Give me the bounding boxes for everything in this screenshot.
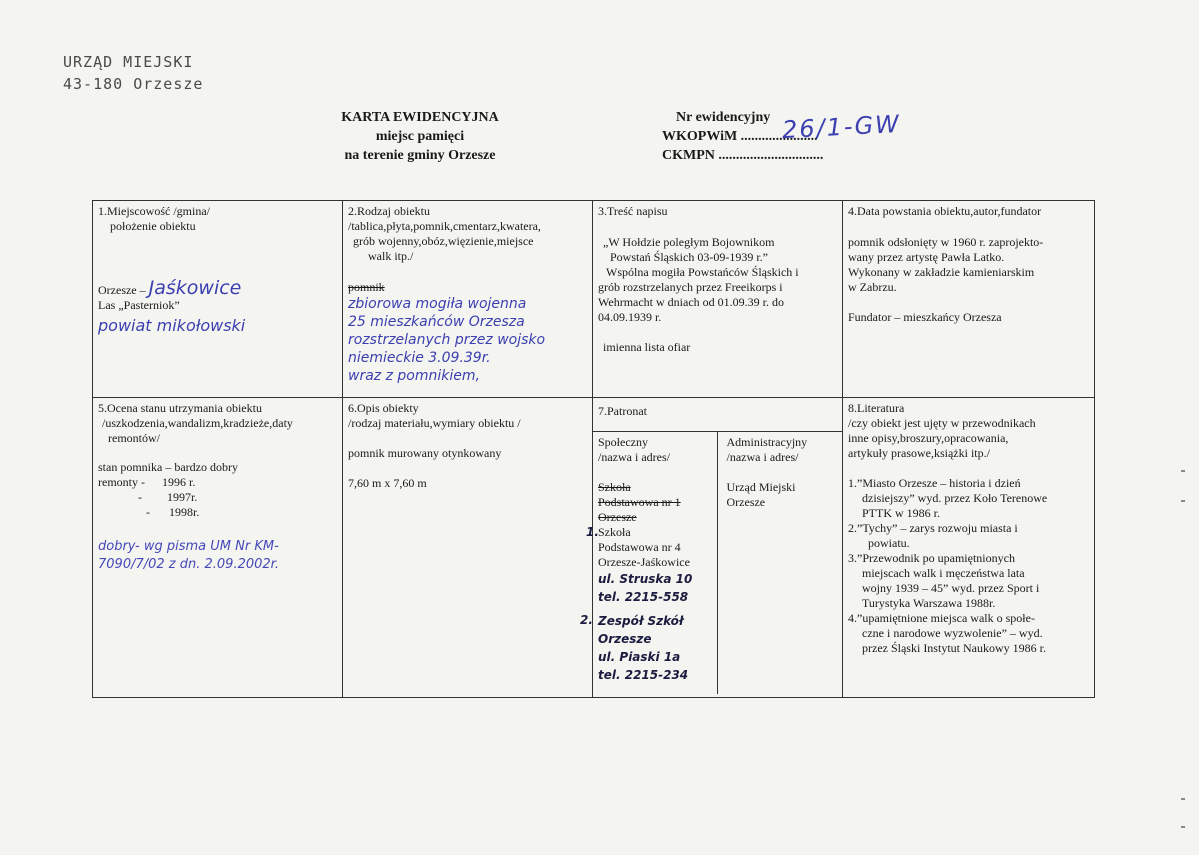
condition-text: stan pomnika – bardzo dobry [98, 460, 238, 474]
literature-line: powiatu. [868, 536, 910, 550]
cell-condition [93, 398, 343, 698]
handwritten-address: ul. Piaski 1a [598, 650, 681, 664]
stamp-line-1: URZĄD MIEJSKI [63, 53, 194, 71]
handwritten-patron: Zespół Szkół [598, 614, 684, 628]
cell-date-author [843, 201, 1095, 398]
social-label: Społeczny [598, 435, 648, 449]
literature-line: 3.”Przewodnik po upamiętnionych [848, 551, 1015, 565]
title-line-2: miejsc pamięci [375, 129, 465, 144]
document-title [300, 108, 540, 165]
place-text: Orzesze – [98, 283, 146, 297]
record-table [92, 200, 1095, 698]
repair-dash: - [138, 490, 142, 504]
margin-mark [1181, 500, 1185, 502]
cell-location [93, 201, 343, 398]
margin-mark [1181, 798, 1185, 800]
cell-header: inne opisy,broszury,opracowania, [848, 431, 1009, 445]
inscription-line: grób rozstrzelanych przez Freeikorps i [598, 280, 783, 294]
description-line: 7,60 m x 7,60 m [348, 476, 427, 490]
handwritten-note: zbiorowa mogiła wojenna [348, 296, 527, 312]
struck-value: pomnik [348, 280, 385, 294]
description-line: pomnik murowany otynkowany [348, 446, 502, 460]
handwritten-registry-number: 26/1-GW [781, 109, 902, 145]
repair-dash: - [146, 505, 150, 519]
cell-header: grób wojenny,obóz,więzienie,miejsce [353, 234, 534, 248]
struck-patron: Szkoła [598, 480, 631, 494]
margin-mark [1181, 826, 1185, 828]
handwritten-number: 2. [580, 613, 593, 627]
literature-line: 1.”Miasto Orzesze – historia i dzień [848, 476, 1021, 490]
handwritten-county: powiat mikołowski [98, 316, 246, 335]
cell-patronage [580, 398, 843, 698]
cell-header: 5.Ocena stanu utrzymania obiektu [98, 401, 262, 415]
struck-patron: Orzesze [598, 510, 637, 524]
admin-sub: /nazwa i adres/ [726, 450, 799, 464]
cell-inscription [593, 201, 843, 398]
cell-literature [843, 398, 1095, 698]
cell-description [343, 398, 593, 698]
cell-header: 2.Rodzaj obiektu [348, 204, 430, 218]
office-stamp [63, 51, 203, 95]
info-line: wany przez artystę Pawła Latko. [848, 250, 1005, 264]
repair-year: 1998r. [169, 505, 200, 519]
cell-header: 7.Patronat [598, 404, 647, 418]
inscription-line: 04.09.1939 r. [598, 310, 662, 324]
ckmpn-label: CKMPN .............................. [662, 148, 824, 163]
patron-line: Orzesze-Jaśkowice [598, 555, 690, 569]
stamp-line-2: 43-180 Orzesze [63, 75, 204, 93]
cell-header: 4.Data powstania obiektu,autor,fundator [848, 204, 1042, 218]
inscription-line: „W Hołdzie poległym Bojownikom [603, 235, 775, 249]
handwritten-note: rozstrzelanych przez wojsko [348, 332, 546, 348]
info-line: Fundator – mieszkańcy Orzesza [848, 310, 1002, 324]
handwritten-place: Jaśkowice [148, 277, 242, 299]
cell-header: 1.Miejscowość /gmina/ [98, 204, 210, 218]
cell-header: artykuły prasowe,książki itp./ [848, 446, 990, 460]
info-line: pomnik odsłonięty w 1960 r. zaprojekto- [848, 235, 1044, 249]
patron-line: Podstawowa nr 4 [598, 540, 681, 554]
title-line-3: na terenie gminy Orzesze [344, 148, 496, 163]
patron-line: Szkoła [598, 525, 631, 539]
admin-line: Urząd Miejski [726, 480, 796, 494]
info-line: w Zabrzu. [848, 280, 897, 294]
repairs-label: remonty - [98, 475, 145, 489]
literature-line: 2.”Tychy” – zarys rozwoju miasta i [848, 521, 1018, 535]
cell-object-type [343, 201, 593, 398]
inscription-line: Wspólna mogiła Powstańców Śląskich i [606, 265, 799, 279]
literature-line: dzisiejszy” wyd. przez Koło Terenowe [862, 491, 1048, 505]
margin-mark [1181, 470, 1185, 472]
literature-line: 4.”upamiętnione miejsca walk o społe- [848, 611, 1035, 625]
cell-header: położenie obiektu [110, 219, 196, 233]
cell-header: /uszkodzenia,wandalizm,kradzieże,daty [102, 416, 293, 430]
struck-patron: Podstawowa nr 1 [598, 495, 681, 509]
handwritten-note: niemieckie 3.09.39r. [348, 350, 491, 366]
wkop-label: WKOPWiM ...................... [662, 129, 818, 144]
literature-line: miejscach walk i męczeństwa lata [862, 566, 1025, 580]
admin-label: Administracyjny [726, 435, 808, 449]
literature-line: PTTK w 1986 r. [862, 506, 940, 520]
literature-line: czne i narodowe wyzwolenie” – wyd. [862, 626, 1043, 640]
literature-line: Turystyka Warszawa 1988r. [862, 596, 996, 610]
repair-year: 1996 r. [162, 475, 196, 489]
cell-header: 6.Opis obiekty [348, 401, 419, 415]
cell-header: /czy obiekt jest ujęty w przewodnikach [848, 416, 1036, 430]
handwritten-note: dobry- wg pisma UM Nr KM- [98, 539, 279, 554]
cell-header: walk itp./ [368, 249, 414, 263]
handwritten-note: 25 mieszkańców Orzesza [348, 314, 525, 330]
cell-header: 3.Treść napisu [598, 204, 668, 218]
handwritten-phone: tel. 2215-234 [598, 668, 689, 682]
inscription-line: imienna lista ofiar [603, 340, 691, 354]
social-column [580, 432, 717, 695]
admin-column [717, 432, 842, 695]
handwritten-note: wraz z pomnikiem, [348, 368, 480, 384]
cell-header: /rodzaj materiału,wymiary obiektu / [348, 416, 521, 430]
handwritten-number: 1. [586, 525, 599, 539]
admin-line: Orzesze [726, 495, 766, 509]
handwritten-note: 7090/7/02 z dn. 2.09.2002r. [98, 557, 279, 572]
inscription-line: Wehrmacht w dniach od 01.09.39 r. do [598, 295, 784, 309]
handwritten-address: ul. Struska 10 [598, 572, 693, 586]
handwritten-phone: tel. 2215-558 [598, 590, 689, 604]
cell-header: remontów/ [108, 431, 160, 445]
inscription-line: Powstań Śląskich 03-09-1939 r.” [610, 250, 768, 264]
handwritten-patron: Orzesze [598, 632, 652, 646]
info-line: Wykonany w zakładzie kamieniarskim [848, 265, 1035, 279]
forest-text: Las „Pasterniok” [98, 298, 180, 312]
literature-line: wojny 1939 – 45” wyd. przez Sport i [862, 581, 1040, 595]
cell-header: 8.Literatura [848, 401, 905, 415]
nr-label: Nr ewidencyjny [676, 110, 771, 125]
cell-header: /tablica,płyta,pomnik,cmentarz,kwatera, [348, 219, 541, 233]
patronage-table [580, 431, 842, 694]
title-line-1: KARTA EWIDENCYJNA [341, 110, 499, 125]
social-sub: /nazwa i adres/ [598, 450, 670, 464]
literature-line: przez Śląski Instytut Naukowy 1986 r. [862, 641, 1046, 655]
repair-year: 1997r. [167, 490, 198, 504]
